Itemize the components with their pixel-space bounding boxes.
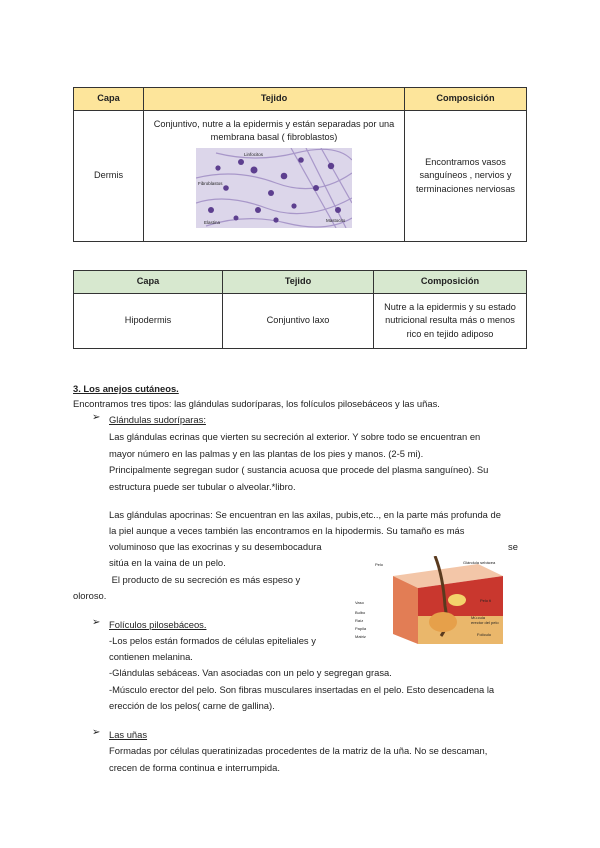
label-matriz: Matriz xyxy=(355,634,366,639)
paragraph-line: El producto de su secreción es más espeso y xyxy=(109,574,301,585)
dermis-table xyxy=(73,87,527,242)
header-capa: Capa xyxy=(74,271,223,294)
paragraph-line: voluminoso que las exocrinas y su desembocadura xyxy=(109,541,322,552)
paragraph-line: Las glándulas apocrinas: Se encuentran en las axilas, pubis,etc.., en la parte más profunda de xyxy=(109,509,501,520)
paragraph-line: -Los pelos están formados de células epiteliales y xyxy=(109,635,316,646)
hair-follicle-diagram xyxy=(353,556,505,646)
tissue-cell xyxy=(144,111,405,242)
header-tejido: Tejido xyxy=(144,88,405,111)
label-bulbo: Bulbo xyxy=(355,610,366,615)
paragraph-line: -Músculo erector del pelo. Son fibras musculares insertadas en el pelo. Esto desencadena la xyxy=(109,684,495,695)
header-composicion: Composición xyxy=(374,271,527,294)
label-fibroblastos: Fibroblastos xyxy=(198,181,223,187)
paragraph-line: contienen melanina. xyxy=(109,651,193,662)
label-elastina: Elastina xyxy=(204,220,221,226)
paragraph-line: se xyxy=(508,541,518,552)
paragraph-line: erección de los pelos( carne de gallina). xyxy=(109,700,275,711)
sudoriparas-heading: Glándulas sudoríparas: xyxy=(109,414,206,425)
label-vaso: Vaso xyxy=(355,600,364,605)
paragraph-line: -Glándulas sebáceas. Van asociadas con un pelo y segregan grasa. xyxy=(109,667,392,678)
composition-cell: Encontramos vasos sanguíneos , nervios y terminaciones nerviosas xyxy=(405,111,527,242)
composition-cell: Nutre a la epidermis y su estado nutricional resulta más o menos rico en tejido adiposo xyxy=(374,294,527,349)
label-raiz: Raíz xyxy=(355,618,364,623)
paragraph-line: sitúa en la vaina de un pelo. xyxy=(109,557,226,568)
paragraph-line: la piel aunque a veces también las encontramos en la hipodermis. Su tamaño es más xyxy=(109,525,465,536)
tissue-text: Conjuntivo, nutre a la epidermis y están separadas por una membrana basal ( fibroblastos) xyxy=(153,118,395,142)
header-composicion: Composición xyxy=(405,88,527,111)
header-capa: Capa xyxy=(74,88,144,111)
label-linfocitos: Linfocitos xyxy=(244,152,264,158)
label-musculo: Mú.cula xyxy=(471,615,486,620)
paragraph-line: mayor número en las palmas y en las plantas de los pies y manos. (2-5 mi). xyxy=(109,448,424,459)
bullet-arrow-icon: ➢ xyxy=(92,617,101,628)
foliculos-heading: Folículos pilosebáceos. xyxy=(109,619,207,630)
label-foliculo: Folículo xyxy=(477,632,492,637)
paragraph-line: Formadas por células queratinizadas procedentes de la matriz de la uña. No se descaman, xyxy=(109,745,488,756)
bullet-arrow-icon: ➢ xyxy=(92,412,101,423)
layer-cell: Dermis xyxy=(74,111,144,242)
label-glandula: Glándula sebácea xyxy=(463,560,496,565)
label-papila: Papila xyxy=(355,626,367,631)
layer-cell: Hipodermis xyxy=(74,294,223,349)
paragraph-line: Principalmente segregan sudor ( sustancia acuosa que procede del plasma sanguíneo). Su xyxy=(109,464,489,475)
section-intro: Encontramos tres tipos: las glándulas sudoríparas, los folículos pilosebáceos y las uñas. xyxy=(73,398,440,409)
paragraph-line: oloroso. xyxy=(73,590,107,601)
unas-heading: Las uñas xyxy=(109,729,148,740)
label-pelo-ti: Pelo ti xyxy=(480,598,492,603)
tissue-cell: Conjuntivo laxo xyxy=(223,294,374,349)
paragraph-line: Las glándulas ecrinas que vierten su secreción al exterior. Y sobre todo se encuentran en xyxy=(109,431,481,442)
hipodermis-table xyxy=(73,270,527,349)
paragraph-line: crecen de forma continua e interrumpida. xyxy=(109,762,280,773)
label-erector: erector del pelo xyxy=(471,620,499,625)
section-title: 3. Los anejos cutáneos. xyxy=(73,383,179,394)
paragraph-line: estructura puede ser tubular o alveolar.*libro. xyxy=(109,481,296,492)
bullet-arrow-icon: ➢ xyxy=(92,727,101,738)
header-tejido: Tejido xyxy=(223,271,374,294)
label-pelo: Pelo xyxy=(375,562,384,567)
dermis-micrograph xyxy=(196,148,352,228)
label-mastocito: Mastocito xyxy=(326,218,346,224)
